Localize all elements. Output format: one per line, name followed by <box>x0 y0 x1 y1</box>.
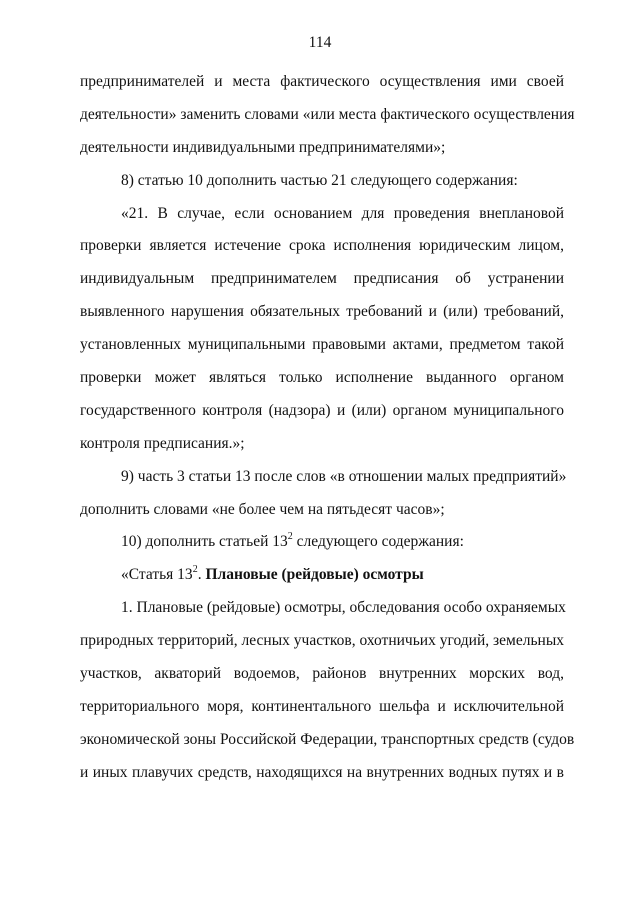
paragraph-item-10 <box>80 526 564 559</box>
text-line: проверки может являться только исполнение выданного органом <box>80 369 564 387</box>
text-line: индивидуальным предпринимателем предписания об устранении <box>80 270 564 288</box>
paragraph-point-1: 1. Плановые (рейдовые) осмотры, обследования особо охраняемых <box>121 599 566 617</box>
text-span: следующего содержания: <box>292 533 464 551</box>
page-number: 114 <box>308 34 332 51</box>
text-line: проверки является истечение срока исполнения юридическим лицом, <box>80 237 564 255</box>
text-line: государственного контроля (надзора) и (или) органом муниципального <box>80 401 564 419</box>
text-line: деятельности индивидуальными предпринимателями»; <box>80 138 446 156</box>
paragraph-item-8: 8) статью 10 дополнить частью 21 следующего содержания: <box>121 171 518 189</box>
text-line: предпринимателей и места фактического осуществления ими своей <box>80 73 564 90</box>
text-line: природных территорий, лесных участков, охотничьих угодий, земельных <box>80 632 564 650</box>
text-line: установленных муниципальными правовыми актами, предметом такой <box>80 336 564 354</box>
superscript: 2 <box>192 564 198 576</box>
article-label: «Статья 13 <box>121 566 193 584</box>
text-line: деятельности» заменить словами «или места фактического осуществления <box>80 105 575 123</box>
text-line: территориального моря, континентального шельфа и исключительной <box>80 697 564 715</box>
document-body <box>80 66 575 790</box>
text-line: дополнить словами «не более чем на пятьдесят часов»; <box>80 500 445 518</box>
text-line: контроля предписания.»; <box>80 434 245 452</box>
quoted-paragraph-start: «21. В случае, если основанием для проведения внеплановой <box>121 204 564 222</box>
text-line: и иных плавучих средств, находящихся на внутренних водных путях и в <box>80 763 564 781</box>
text-span: . <box>197 566 206 584</box>
paragraph-item-9: 9) часть 3 статьи 13 после слов «в отношении малых предприятий» <box>121 467 567 485</box>
text-span: 10) дополнить статьей 13 <box>121 533 288 551</box>
text-line: выявленного нарушения обязательных требований и (или) требований, <box>80 303 564 321</box>
superscript: 2 <box>287 531 293 543</box>
article-title: Плановые (рейдовые) осмотры <box>205 566 424 584</box>
text-line: участков, акваторий водоемов, районов внутренних морских вод, <box>80 665 564 683</box>
article-heading <box>80 559 564 592</box>
text-line: экономической зоны Российской Федерации, транспортных средств (судов <box>80 730 575 748</box>
